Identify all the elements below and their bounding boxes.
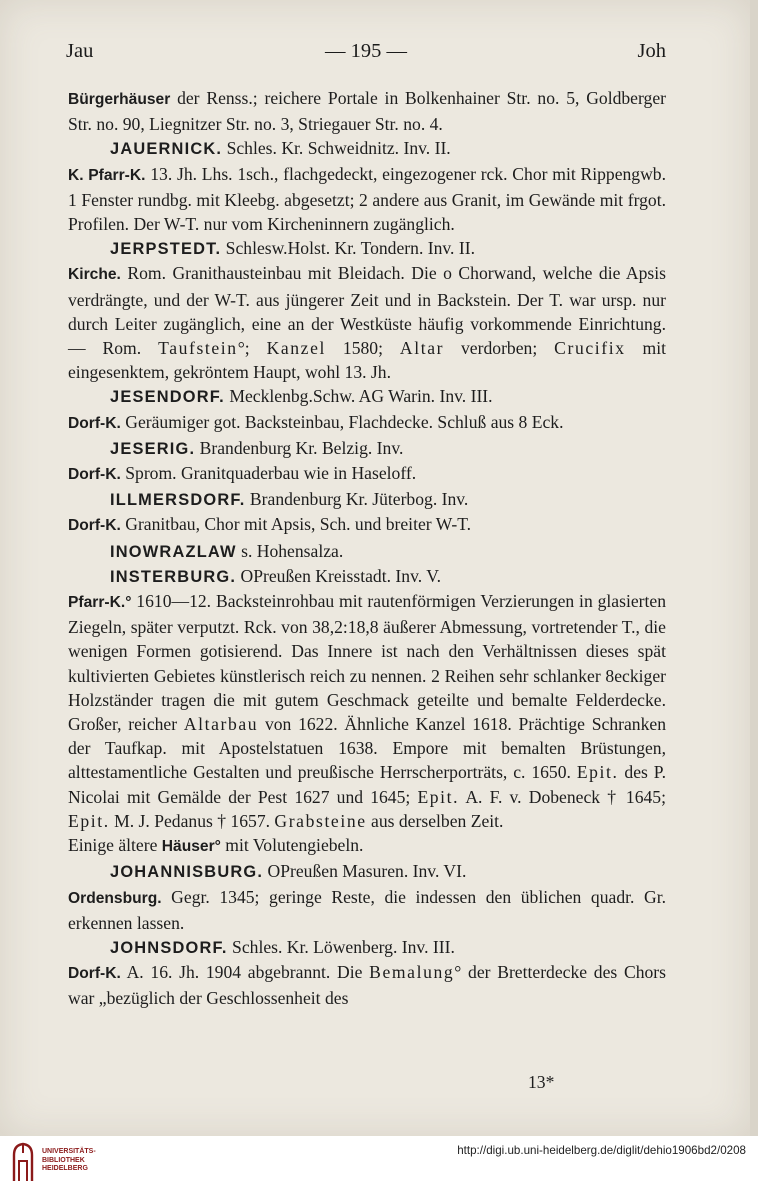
entry-paragraph bbox=[68, 564, 666, 589]
entry-paragraph bbox=[68, 935, 666, 960]
entry-text: M. J. Pedanus † 1657. bbox=[109, 810, 275, 831]
spaced-term: Bemalung bbox=[369, 962, 455, 983]
entry-paragraph bbox=[68, 589, 666, 833]
entry-text: Gegr. 1345; geringe Reste, die indessen den üblichen quadr. Gr. erkennen lassen. bbox=[68, 886, 666, 933]
entry-text: aus derselben Zeit. bbox=[366, 810, 504, 831]
entry-text: des P. Nicolai mit Gemälde der Pest 1627 und 1645; bbox=[68, 762, 667, 807]
spaced-term: Epit. bbox=[576, 762, 619, 783]
place-name: ILLMERSDORF. bbox=[110, 491, 246, 510]
place-name: JOHANNISBURG. bbox=[110, 863, 264, 882]
entry-paragraph bbox=[68, 384, 666, 409]
entry-paragraph bbox=[68, 859, 666, 884]
entry-text: Brandenburg Kr. Jüterbog. Inv. bbox=[245, 489, 469, 510]
entry-text: OPreußen Masuren. Inv. VI. bbox=[263, 861, 467, 882]
entry-text: Sprom. Granitquaderbau wie in Haseloff. bbox=[120, 463, 417, 484]
library-name bbox=[42, 1148, 96, 1174]
heidelberg-logo-icon bbox=[10, 1141, 36, 1183]
page-edge bbox=[750, 0, 758, 1136]
entry-keyword: Dorf-K. bbox=[68, 466, 121, 484]
place-name: INOWRAZLAW bbox=[110, 542, 237, 561]
body-text bbox=[68, 86, 666, 1011]
place-name: INSTERBURG. bbox=[110, 567, 237, 586]
entry-paragraph bbox=[68, 833, 666, 859]
entry-text: 1610—12. Backsteinrohbau mit rautenförmigen Verzierungen in glasierten Ziegeln, später verputzt. Rck. von 38,2:18,8 äußerer Abmessung, vortretender T., die wenigen Formen gotisierend. Das Innere ist nach den Verhältnissen dieses spät kultivierten Gebietes künstlerisch reich zu nennen. 2 Reihen sehr schlanker 8eckiger Holzständer tragen die mit gutem Geschmack geteilte und bemalte Felderdecke. Großer, reicher bbox=[68, 591, 666, 735]
spaced-term: Kanzel bbox=[266, 338, 326, 359]
entry-paragraph bbox=[68, 885, 666, 935]
source-url[interactable]: http://digi.ub.uni-heidelberg.de/diglit/dehio1906bd2/0208 bbox=[457, 1144, 746, 1157]
spaced-term: Taufstein bbox=[158, 338, 238, 359]
entry-text: Granitbau, Chor mit Apsis, Sch. und breiter W-T. bbox=[120, 514, 472, 535]
entry-text: Einige ältere bbox=[68, 835, 162, 856]
entry-text: s. Hohensalza. bbox=[236, 540, 344, 561]
entry-paragraph bbox=[68, 236, 666, 261]
place-name: JESENDORF. bbox=[110, 388, 225, 407]
entry-keyword: Dorf-K. bbox=[68, 414, 121, 432]
entry-text: der Renss.; reichere Portale in Bolkenhainer Str. no. 5, Goldberger Str. no. 90, Liegnitzer Str. no. 3, Striegauer Str. no. 4. bbox=[68, 88, 666, 135]
entry-paragraph bbox=[68, 960, 666, 1010]
entry-text: mit eingesenktem, gekröntem Haupt, wohl 13. Jh. bbox=[68, 338, 666, 383]
entry-text: 1580; bbox=[325, 338, 400, 359]
library-line: HEIDELBERG bbox=[42, 1165, 88, 1172]
entry-paragraph bbox=[68, 162, 666, 237]
entry-keyword: Häuser° bbox=[161, 838, 221, 856]
page-number: — 195 — bbox=[325, 40, 407, 62]
entry-keyword: Bürgerhäuser bbox=[68, 91, 171, 108]
spaced-term: Grabsteine bbox=[274, 810, 367, 831]
entry-text: Schles. Kr. Schweidnitz. Inv. II. bbox=[222, 138, 451, 159]
signature-mark: 13* bbox=[528, 1072, 555, 1092]
place-name: JAUERNICK. bbox=[110, 140, 223, 159]
spaced-term: Epit. bbox=[68, 810, 110, 831]
place-name: JERPSTEDT. bbox=[110, 240, 222, 259]
entry-text: A. F. v. Dobeneck † 1645; bbox=[459, 786, 666, 807]
entry-paragraph bbox=[68, 512, 666, 538]
entry-text: von 1622. Ähnliche Kanzel 1618. Prächtige Schranken der Taufkap. mit Apostelstatuen 1638. Empore mit bemalten Brüstungen, alttestamentliche Gestalten und preußische Herrscherporträts, c. 1650. bbox=[68, 714, 666, 783]
place-name: JOHNSDORF. bbox=[110, 938, 228, 957]
entry-text: Brandenburg Kr. Belzig. Inv. bbox=[195, 437, 404, 458]
entry-text: Schles. Kr. Löwenberg. Inv. III. bbox=[227, 936, 455, 957]
entry-keyword: Pfarr-K.° bbox=[68, 594, 132, 612]
library-line: UNIVERSITÄTS- bbox=[42, 1148, 96, 1155]
entry-text: mit Volutengiebeln. bbox=[220, 835, 364, 856]
entry-text: verdorben; bbox=[444, 338, 555, 359]
header-left: Jau bbox=[66, 40, 94, 62]
entry-text: OPreußen Kreisstadt. Inv. V. bbox=[236, 565, 442, 586]
entry-paragraph bbox=[68, 410, 666, 436]
entry-text: Geräumiger got. Backsteinbau, Flachdecke. Schluß aus 8 Eck. bbox=[120, 411, 564, 432]
library-line: BIBLIOTHEK bbox=[42, 1156, 85, 1164]
entry-paragraph bbox=[68, 261, 666, 384]
entry-keyword: Ordensburg. bbox=[68, 889, 162, 907]
header-right: Joh bbox=[637, 40, 666, 62]
spaced-term: Altar bbox=[399, 338, 445, 359]
spaced-term: Epit. bbox=[417, 786, 460, 807]
entry-paragraph bbox=[68, 487, 666, 512]
entry-keyword: Kirche. bbox=[68, 266, 121, 284]
entry-text: Schlesw.Holst. Kr. Tondern. Inv. II. bbox=[221, 238, 475, 259]
place-name: JESERIG. bbox=[110, 439, 196, 458]
entry-paragraph bbox=[68, 86, 666, 136]
running-header bbox=[66, 40, 666, 70]
entry-paragraph bbox=[68, 539, 666, 564]
entry-keyword: Dorf-K. bbox=[68, 517, 121, 535]
entry-paragraph bbox=[68, 461, 666, 487]
entry-paragraph bbox=[68, 436, 666, 461]
entry-text: Mecklenbg.Schw. AG Warin. Inv. III. bbox=[224, 386, 493, 407]
entry-keyword: Dorf-K. bbox=[68, 965, 121, 983]
entry-text: Rom. Granithausteinbau mit Bleidach. Die o Chorwand, welche die Apsis verdrängte, und der W-T. aus jüngerer Zeit und in Backstein. Der T. war ursp. nur durch Leiter zugänglich, eine an der Westküste häufig vorkommende Einrichtung. — Rom. bbox=[68, 263, 666, 359]
entry-paragraph bbox=[68, 136, 666, 161]
entry-text: ° der Bretterdecke des Chors war „bezüglich der Geschlossenheit des bbox=[68, 962, 666, 1009]
entry-text: A. 16. Jh. 1904 abgebrannt. Die bbox=[120, 962, 370, 983]
entry-text: °; bbox=[237, 338, 267, 359]
spaced-term: Crucifix bbox=[554, 338, 626, 359]
entry-keyword: K. Pfarr-K. bbox=[68, 166, 146, 184]
entry-text: 13. Jh. Lhs. 1sch., flachgedeckt, eingezogener rck. Chor mit Rippengwb. 1 Fenster rundbg. mit Kleebg. abgesetzt; 2 andere aus Granit, im Gewände mit frgot. Profilen. Der W-T. nur vom Kircheninnern zugänglich. bbox=[68, 163, 666, 235]
spaced-term: Altarbau bbox=[183, 714, 259, 735]
